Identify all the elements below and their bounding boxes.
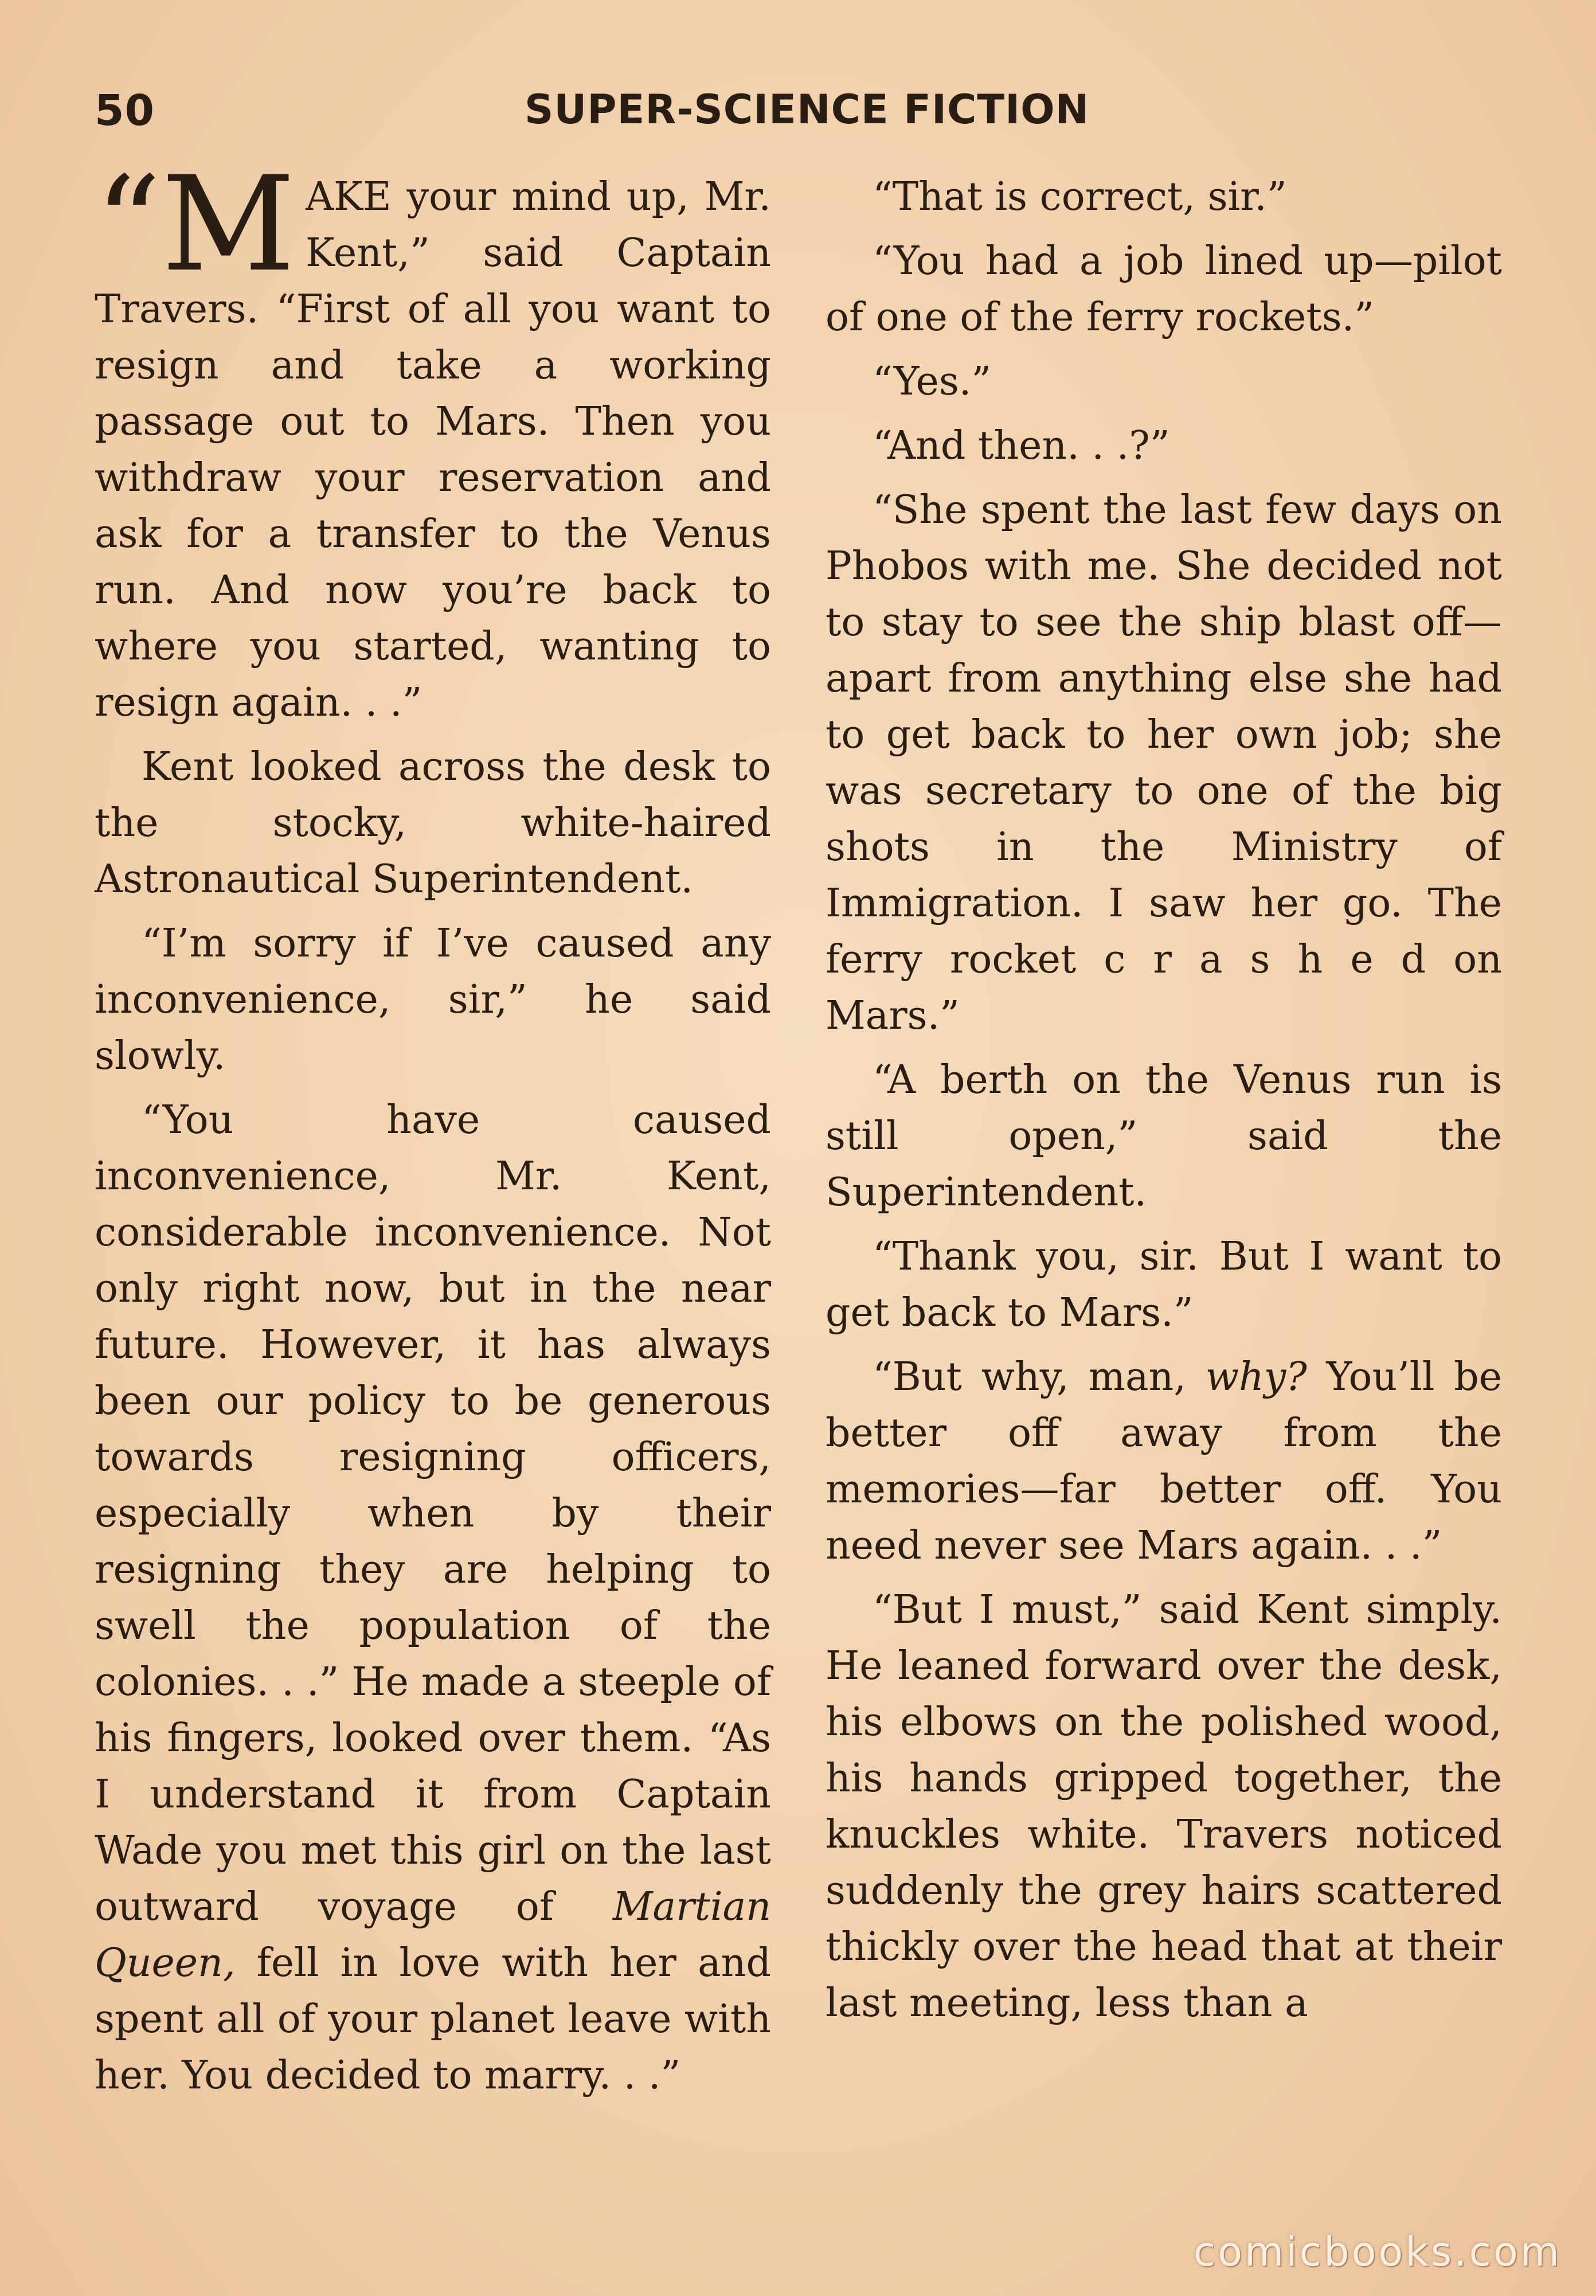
paragraph	[95, 148, 771, 731]
paragraph: “Yes.”	[873, 359, 992, 404]
paragraph-text: “But why, man,	[873, 1354, 1186, 1400]
paragraph-text: fell in love with her and spent all of your planet leave with her. You decided to marry. . .”	[95, 1940, 771, 2098]
paragraph: “A berth on the Venus run is still open,” said the Superintendent.	[826, 1057, 1502, 1215]
ship-name: Martian Queen,	[95, 1884, 772, 1986]
paragraph: “I’m sorry if I’ve caused any inconvenience, sir,” he said slowly.	[95, 921, 771, 1079]
paragraph	[826, 1349, 1502, 1574]
left-column	[95, 148, 772, 2112]
paragraph-text: “You have caused inconvenience, Mr. Kent, considerable inconvenience. Not only right now, but in the near future. However, it has always been our policy to be generous towards resigning officers, especially when by their resigning they are helping to swell the population of the colonies. . .” He made a steeple of his fingers, looked over them. “As I understand it from Captain Wade you met this girl on the last outward voyage of	[95, 1098, 771, 1930]
page-header	[95, 86, 1505, 149]
paragraph: Kent looked across the desk to the stocky, white-haired Astronautical Superintendent.	[95, 744, 771, 902]
paragraph: “But I must,” said Kent simply. He leaned forward over the desk, his elbows on the polished wood, his hands gripped together, the knuckles white. Travers noticed suddenly the grey hairs scattered thickly over the head that at their last meeting, less than a	[826, 1587, 1502, 2026]
emphasis-text: why?	[1205, 1354, 1307, 1400]
drop-cap-letter: M	[161, 148, 296, 300]
opening-quote: “	[95, 148, 162, 300]
watermark: comicbooks.com	[1193, 2228, 1562, 2275]
right-column	[826, 169, 1502, 2040]
paragraph: “She spent the last few days on Phobos with me. She decided not to stay to see the ship blast off—apart from anything else she had to get back to her own job; she was secretary to one of the big shots in the Ministry of Immigration. I saw her go. The ferry rocket c r a s h e d on Mars.”	[826, 487, 1502, 1038]
paragraph: “You had a job lined up—pilot of one of the ferry rockets.”	[826, 239, 1502, 340]
drop-cap	[95, 148, 296, 300]
paragraph-text: AKE your mind up, Mr. Kent,” said Captain Travers. “First of all you want to resign and take a working passage out to Mars. Then you withdraw your reservation and ask for a transfer to the Venus run. And now you’re back to where you started, wanting to resign again. . .”	[95, 174, 771, 725]
paragraph: “That is correct, sir.”	[873, 174, 1287, 220]
paragraph: “And then. . .?”	[873, 423, 1170, 468]
magazine-title: SUPER-SCIENCE FICTION	[525, 86, 1090, 133]
paragraph: “Thank you, sir. But I want to get back to Mars.”	[826, 1234, 1502, 1336]
page-number: 50	[95, 86, 155, 135]
paragraph-text: You’ll be better off away from the memories—far better off. You need never see Mars again. . .”	[826, 1354, 1502, 1568]
paragraph	[95, 1092, 771, 2104]
